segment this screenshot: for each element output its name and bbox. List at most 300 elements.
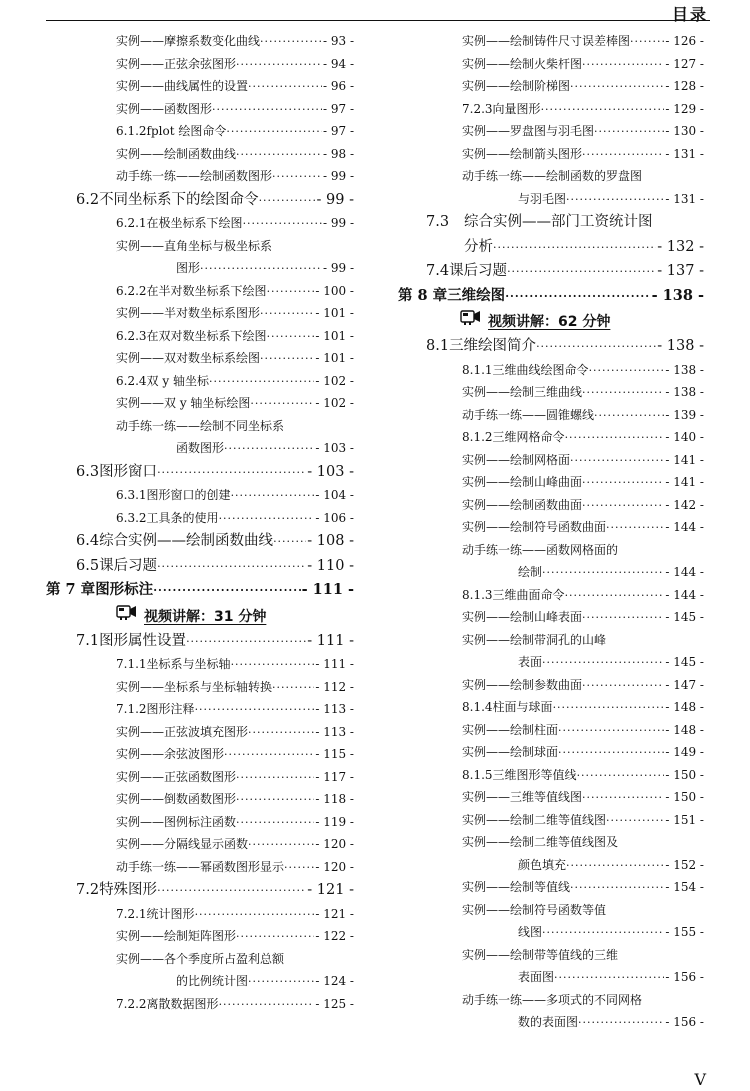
leader-dots (594, 121, 664, 144)
toc-entry-title: 实例——绘制铸件尺寸误差棒图 (462, 34, 631, 48)
leader-dots (195, 904, 315, 927)
toc-entry-number: 8.1 (426, 338, 450, 354)
toc-entry-title: 工具条的使用 (146, 510, 219, 525)
toc-entry-number: 6.3 (76, 463, 100, 480)
toc-line (46, 856, 354, 879)
leader-dots (236, 767, 314, 790)
toc-entry-example[interactable] (46, 721, 354, 744)
toc-entry-title: 实例——半对数坐标系图形 (116, 306, 261, 320)
toc-entry-title: 在半对数坐标系下绘图 (146, 283, 267, 298)
toc-entry-subsection[interactable] (46, 698, 354, 721)
toc-page-number: - 112 - (315, 679, 354, 694)
toc-entry-example[interactable] (398, 404, 704, 427)
toc-page-number: - 139 - (665, 407, 704, 422)
leader-dots (236, 926, 314, 949)
toc-page-number: - 115 - (315, 747, 354, 761)
toc-line (46, 325, 354, 348)
toc-entry-subsection[interactable] (46, 903, 354, 926)
toc-line (46, 98, 354, 121)
toc-entry-number: 8.1.2 (462, 430, 493, 444)
toc-entry-example[interactable] (398, 449, 704, 472)
toc-entry-title: 动手练一练——圆锥螺线 (462, 407, 595, 422)
header-rule (46, 20, 710, 21)
toc-entry-title: 实例——绘制等值线 (462, 880, 571, 894)
video-lecture-line (398, 308, 704, 334)
toc-page-number: - 138 - (665, 362, 704, 377)
toc-entry-subsection[interactable] (46, 325, 354, 348)
toc-page-number: - 155 - (665, 925, 704, 939)
toc-entry-example[interactable] (46, 53, 354, 76)
toc-entry-example[interactable] (398, 606, 704, 629)
toc-entry-subsection[interactable] (46, 280, 354, 303)
toc-entry-example[interactable] (398, 539, 704, 584)
toc-entry-example[interactable] (398, 165, 704, 210)
toc-entry-example[interactable] (398, 786, 704, 809)
toc-line (46, 347, 354, 370)
toc-entry-title: 课后习题 (99, 557, 158, 574)
toc-entry-subsection[interactable] (398, 764, 704, 787)
toc-entry-title: 实例——绘制箭头图形 (462, 146, 583, 161)
toc-entry-example[interactable] (398, 674, 704, 697)
toc-entry-example[interactable] (46, 75, 354, 98)
toc-page-number: - 150 - (665, 767, 704, 782)
toc-page-number: - 101 - (315, 351, 354, 365)
toc-left-column (46, 30, 354, 1015)
leader-dots (606, 517, 664, 540)
toc-page-number: - 148 - (665, 700, 704, 714)
toc-line (46, 653, 354, 676)
toc-page-number: - 141 - (665, 475, 704, 489)
toc-page-number: - 131 - (665, 191, 704, 206)
toc-entry-example[interactable] (46, 766, 354, 789)
leader-dots (507, 260, 656, 285)
toc-entry-title: 实例——正弦余弦图形 (116, 56, 237, 71)
toc-entry-title: 动手练一练——多项式的不同网格 (462, 992, 643, 1007)
toc-page-number: - 150 - (665, 790, 704, 804)
leader-dots (250, 393, 314, 416)
leader-dots (582, 787, 664, 810)
toc-page-number: - 145 - (665, 655, 704, 669)
leader-dots (542, 922, 664, 945)
toc-page-number: - 138 - (665, 385, 704, 399)
toc-line (398, 143, 704, 166)
leader-dots (219, 508, 315, 531)
toc-page-number: - 94 - (322, 56, 354, 71)
toc-page-number: - 96 - (322, 79, 354, 93)
toc-page-number: - 111 - (307, 632, 354, 649)
leader-dots (153, 579, 300, 604)
toc-entry-subsection[interactable] (46, 993, 354, 1016)
toc-entry-title: 实例——直角坐标与极坐标系 (116, 238, 273, 253)
toc-line (46, 529, 354, 554)
toc-entry-title: 在极坐标系下绘图 (146, 216, 243, 230)
toc-entry-title: 不同坐标系下的绘图命令 (99, 191, 259, 208)
toc-entry-title: 实例——绘制山峰表面 (462, 610, 583, 624)
leader-dots (536, 335, 656, 360)
leader-dots (558, 742, 664, 765)
toc-line-continuation (398, 561, 704, 584)
toc-entry-example[interactable] (398, 899, 704, 944)
toc-page-number: - 149 - (665, 745, 704, 759)
toc-entry-title: 柱面与球面 (492, 700, 553, 714)
leader-dots (578, 1012, 664, 1035)
toc-entry-title-continued: 与羽毛图 (518, 191, 567, 206)
toc-entry-number: 6.2 (76, 191, 100, 208)
toc-line (46, 578, 354, 603)
toc-entry-number: 7.1.2 (116, 702, 147, 716)
leader-dots (267, 326, 315, 349)
toc-page-number: - 128 - (665, 79, 704, 93)
toc-line (398, 165, 704, 188)
leader-dots (186, 630, 306, 655)
toc-entry-example[interactable] (46, 948, 354, 993)
toc-entry-title: 三维绘图 (447, 286, 506, 304)
toc-entry-chapter[interactable] (398, 284, 704, 309)
toc-entry-subsection[interactable] (398, 696, 704, 719)
leader-dots (236, 812, 314, 835)
toc-line (46, 993, 354, 1016)
toc-entry-number: 8.1.3 (462, 587, 493, 602)
leader-dots (236, 789, 314, 812)
toc-entry-example[interactable] (46, 30, 354, 53)
toc-page-number: - 138 - (651, 286, 704, 304)
toc-entry-section[interactable] (46, 188, 354, 213)
leader-dots (248, 834, 314, 857)
toc-page-number: - 113 - (315, 724, 354, 739)
toc-entry-title: 动手练一练——幂函数图形显示 (116, 859, 285, 874)
toc-entry-example[interactable] (398, 120, 704, 143)
toc-entry-section[interactable] (46, 529, 354, 554)
toc-entry-example[interactable] (398, 719, 704, 742)
toc-page-number: - 137 - (657, 263, 704, 279)
toc-line (46, 30, 354, 53)
toc-entry-title: 实例——绘制参数曲面 (462, 677, 583, 692)
toc-entry-title: 特殊图形 (99, 882, 158, 898)
toc-line (398, 334, 704, 359)
toc-entry-title: 动手练一练——绘制函数的罗盘图 (462, 169, 643, 183)
leader-dots (224, 438, 314, 461)
toc-entry-example[interactable] (46, 347, 354, 370)
toc-line (398, 30, 704, 53)
leader-dots (226, 121, 322, 144)
leader-dots (273, 530, 306, 555)
toc-entry-video[interactable] (46, 603, 354, 629)
toc-line (398, 259, 704, 284)
toc-line (46, 721, 354, 744)
leader-dots (284, 857, 314, 880)
toc-line-continuation (398, 1011, 704, 1034)
toc-line (398, 404, 704, 427)
toc-entry-title: 实例——倒数函数图形 (116, 792, 237, 806)
toc-line (398, 674, 704, 697)
toc-entry-example[interactable] (398, 831, 704, 876)
toc-entry-video[interactable] (398, 308, 704, 334)
toc-entry-example[interactable] (398, 629, 704, 674)
toc-entry-title: 实例——绘制符号函数等值 (462, 902, 607, 917)
toc-page-number: - 140 - (665, 430, 704, 444)
toc-entry-subsection[interactable] (46, 484, 354, 507)
toc-entry-title: 图形标注 (95, 581, 154, 598)
toc-entry-subsection[interactable] (46, 653, 354, 676)
leader-dots (219, 994, 315, 1017)
toc-page-number: - 124 - (315, 974, 354, 988)
toc-entry-example[interactable] (398, 143, 704, 166)
toc-line (46, 878, 354, 903)
toc-line (398, 471, 704, 494)
toc-entry-example[interactable] (46, 833, 354, 856)
toc-entry-title-continued: 颜色填充 (518, 857, 567, 872)
toc-line (46, 53, 354, 76)
toc-line (46, 120, 354, 143)
toc-entry-example[interactable] (398, 876, 704, 899)
toc-entry-title: 实例——正弦函数图形 (116, 769, 237, 784)
toc-entry-example[interactable] (398, 809, 704, 832)
toc-page-number: - 99 - (322, 216, 354, 230)
toc-entry-title: 实例——图例标注函数 (116, 814, 237, 829)
toc-entry-section[interactable] (398, 210, 704, 259)
toc-line (398, 381, 704, 404)
toc-line (46, 766, 354, 789)
toc-entry-number: 6.2.3 (116, 328, 147, 343)
toc-entry-example[interactable] (46, 788, 354, 811)
toc-line-continuation (46, 257, 354, 280)
toc-entry-title: 实例——摩擦系数变化曲线 (116, 34, 261, 48)
toc-entry-subsection[interactable] (398, 98, 704, 121)
toc-line (46, 143, 354, 166)
video-camera-icon (460, 308, 482, 326)
toc-entry-title-continued: 表面图 (518, 970, 555, 984)
page-number: V (694, 1070, 706, 1089)
toc-line (46, 554, 354, 579)
toc-entry-title: 实例——绘制符号函数曲面 (462, 520, 607, 534)
toc-line (398, 989, 704, 1012)
toc-entry-example[interactable] (46, 743, 354, 766)
toc-page-number: - 111 - (315, 657, 354, 671)
toc-line (398, 449, 704, 472)
leader-dots (200, 258, 322, 281)
toc-entry-title: 坐标系与坐标轴 (146, 657, 231, 671)
leader-dots (236, 54, 322, 77)
toc-entry-subsection[interactable] (46, 120, 354, 143)
toc-entry-title: 在双对数坐标系下绘图 (146, 328, 267, 343)
toc-entry-example[interactable] (46, 811, 354, 834)
toc-entry-subsection[interactable] (398, 359, 704, 382)
toc-entry-number: 6.1.2 (116, 124, 147, 138)
toc-line (398, 516, 704, 539)
toc-entry-title-continued: 分析 (464, 238, 493, 255)
toc-entry-example[interactable] (46, 415, 354, 460)
leader-dots (243, 213, 322, 236)
toc-entry-number: 8.1.4 (462, 700, 493, 714)
toc-line (46, 743, 354, 766)
toc-line (398, 426, 704, 449)
toc-entry-subsection[interactable] (398, 426, 704, 449)
toc-page-number: - 97 - (322, 124, 354, 138)
toc-entry-example[interactable] (46, 143, 354, 166)
toc-entry-title: 动手练一练——绘制不同坐标系 (116, 418, 285, 433)
toc-entry-number: 7.2.3 (462, 101, 493, 116)
toc-entry-title: 实例——罗盘图与羽毛图 (462, 124, 595, 138)
toc-entry-example[interactable] (46, 856, 354, 879)
toc-line (46, 302, 354, 325)
toc-line (46, 460, 354, 485)
toc-line (46, 415, 354, 438)
toc-entry-title: 实例——三维等值线图 (462, 790, 583, 804)
leader-dots (582, 472, 664, 495)
leader-dots (594, 405, 664, 428)
toc-entry-title: 实例——绘制火柴杆图 (462, 56, 583, 71)
toc-page-number: - 148 - (665, 722, 704, 737)
toc-line (46, 903, 354, 926)
toc-page-number: - 108 - (307, 533, 354, 549)
toc-entry-title: 实例——绘制山峰曲面 (462, 475, 583, 489)
toc-line (46, 948, 354, 971)
toc-page-number: - 141 - (665, 452, 704, 467)
toc-entry-title: 实例——绘制二维等值线图 (462, 812, 607, 827)
toc-entry-example[interactable] (398, 741, 704, 764)
toc-entry-example[interactable] (46, 302, 354, 325)
toc-entry-title: 三维绘图简介 (449, 338, 537, 354)
toc-entry-number: 7.2.2 (116, 996, 147, 1011)
toc-entry-number: 8.1.1 (462, 362, 493, 377)
toc-entry-title-continued: 函数图形 (176, 441, 225, 455)
toc-entry-title: 实例——绘制矩阵图形 (116, 929, 237, 943)
toc-entry-example[interactable] (398, 494, 704, 517)
toc-line-continuation (398, 651, 704, 674)
toc-page-number: - 121 - (315, 906, 354, 921)
leader-dots (260, 348, 314, 371)
toc-page-number: - 120 - (315, 859, 354, 874)
toc-entry-example[interactable] (398, 75, 704, 98)
toc-entry-section[interactable] (46, 878, 354, 903)
toc-line (46, 833, 354, 856)
leader-dots (157, 461, 306, 486)
leader-dots (630, 31, 664, 54)
toc-entry-subsection[interactable] (46, 507, 354, 530)
toc-entry-section[interactable] (398, 259, 704, 284)
toc-entry-example[interactable] (46, 392, 354, 415)
toc-line (398, 606, 704, 629)
toc-entry-example[interactable] (398, 471, 704, 494)
toc-entry-number: 6.3.2 (116, 510, 147, 525)
toc-entry-example[interactable] (398, 381, 704, 404)
toc-line-continuation (398, 188, 704, 211)
toc-entry-title: 实例——余弦波图形 (116, 747, 225, 761)
toc-page-number: - 106 - (315, 510, 354, 525)
toc-entry-title: 实例——绘制球面 (462, 745, 559, 759)
toc-page-number: - 126 - (665, 34, 704, 48)
toc-page-number: - 121 - (307, 882, 354, 898)
toc-entry-title: 综合实例——部门工资统计图 (464, 214, 653, 230)
toc-entry-example[interactable] (46, 676, 354, 699)
toc-line (46, 370, 354, 393)
leader-dots (195, 699, 315, 722)
toc-entry-title: 实例——绘制带洞孔的山峰 (462, 632, 607, 647)
toc-entry-example[interactable] (398, 989, 704, 1034)
toc-line (398, 284, 704, 309)
toc-entry-number: 6.2.4 (116, 373, 147, 388)
toc-entry-number: 6.3.1 (116, 488, 147, 502)
toc-line (398, 359, 704, 382)
leader-dots (542, 652, 664, 675)
toc-entry-section[interactable] (46, 554, 354, 579)
toc-entry-title: 图形窗口的创建 (146, 488, 231, 502)
toc-entry-example[interactable] (398, 53, 704, 76)
toc-line-continuation (398, 235, 704, 260)
toc-entry-title-continued: 数的表面图 (518, 1015, 579, 1029)
toc-line-continuation (398, 921, 704, 944)
toc-entry-example[interactable] (398, 944, 704, 989)
toc-entry-example[interactable] (46, 98, 354, 121)
toc-page-number: - 156 - (665, 1015, 704, 1029)
toc-line (398, 719, 704, 742)
toc-page-number: - 130 - (665, 124, 704, 138)
leader-dots (541, 99, 665, 122)
toc-page-number: - 154 - (665, 880, 704, 894)
toc-page-number: - 117 - (315, 769, 354, 784)
toc-line (398, 831, 704, 854)
toc-entry-title: 三维网格命令 (492, 430, 565, 444)
toc-entry-title: 实例——分隔线显示函数 (116, 837, 249, 851)
toc-entry-example[interactable] (46, 165, 354, 188)
toc-entry-section[interactable] (46, 460, 354, 485)
video-lecture-label: 视频讲解：62 分钟 (488, 314, 611, 330)
toc-entry-number: 7.3 (426, 214, 450, 230)
toc-page-number: - 145 - (665, 610, 704, 624)
toc-entry-title-continued: 图形 (176, 261, 201, 275)
toc-entry-example[interactable] (398, 516, 704, 539)
toc-page-number: - 147 - (665, 677, 704, 692)
leader-dots (582, 495, 664, 518)
toc-entry-number: 第 8 章 (398, 286, 448, 304)
toc-entry-title: 图形属性设置 (99, 632, 187, 649)
toc-entry-chapter[interactable] (46, 578, 354, 603)
leader-dots (248, 971, 314, 994)
toc-entry-subsection[interactable] (46, 370, 354, 393)
toc-entry-title: 实例——双对数坐标系绘图 (116, 351, 261, 365)
leader-dots (554, 967, 664, 990)
toc-line (46, 212, 354, 235)
toc-entry-number: 7.1.1 (116, 657, 147, 671)
toc-entry-subsection[interactable] (398, 584, 704, 607)
toc-line (46, 188, 354, 213)
toc-entry-section[interactable] (46, 629, 354, 654)
toc-line (46, 507, 354, 530)
toc-entry-example[interactable] (46, 925, 354, 948)
leader-dots (542, 562, 664, 585)
toc-line (46, 165, 354, 188)
leader-dots (157, 879, 306, 904)
leader-dots (248, 722, 314, 745)
toc-entry-section[interactable] (398, 334, 704, 359)
leader-dots (157, 555, 306, 580)
toc-page-number: - 97 - (322, 101, 354, 116)
toc-entry-number: 6.2.1 (116, 216, 147, 230)
toc-entry-subsection[interactable] (46, 212, 354, 235)
leader-dots (565, 585, 665, 608)
toc-entry-title: 实例——绘制柱面 (462, 722, 559, 737)
toc-page-number: - 104 - (315, 488, 354, 502)
toc-entry-number: 6.5 (76, 557, 100, 574)
toc-entry-example[interactable] (398, 30, 704, 53)
toc-page-number: - 129 - (665, 101, 704, 116)
toc-entry-title: 图形窗口 (99, 463, 158, 480)
toc-line (46, 925, 354, 948)
toc-line (398, 53, 704, 76)
toc-entry-example[interactable] (46, 235, 354, 280)
toc-page-number: - 110 - (307, 557, 354, 574)
toc-line-continuation (46, 970, 354, 993)
